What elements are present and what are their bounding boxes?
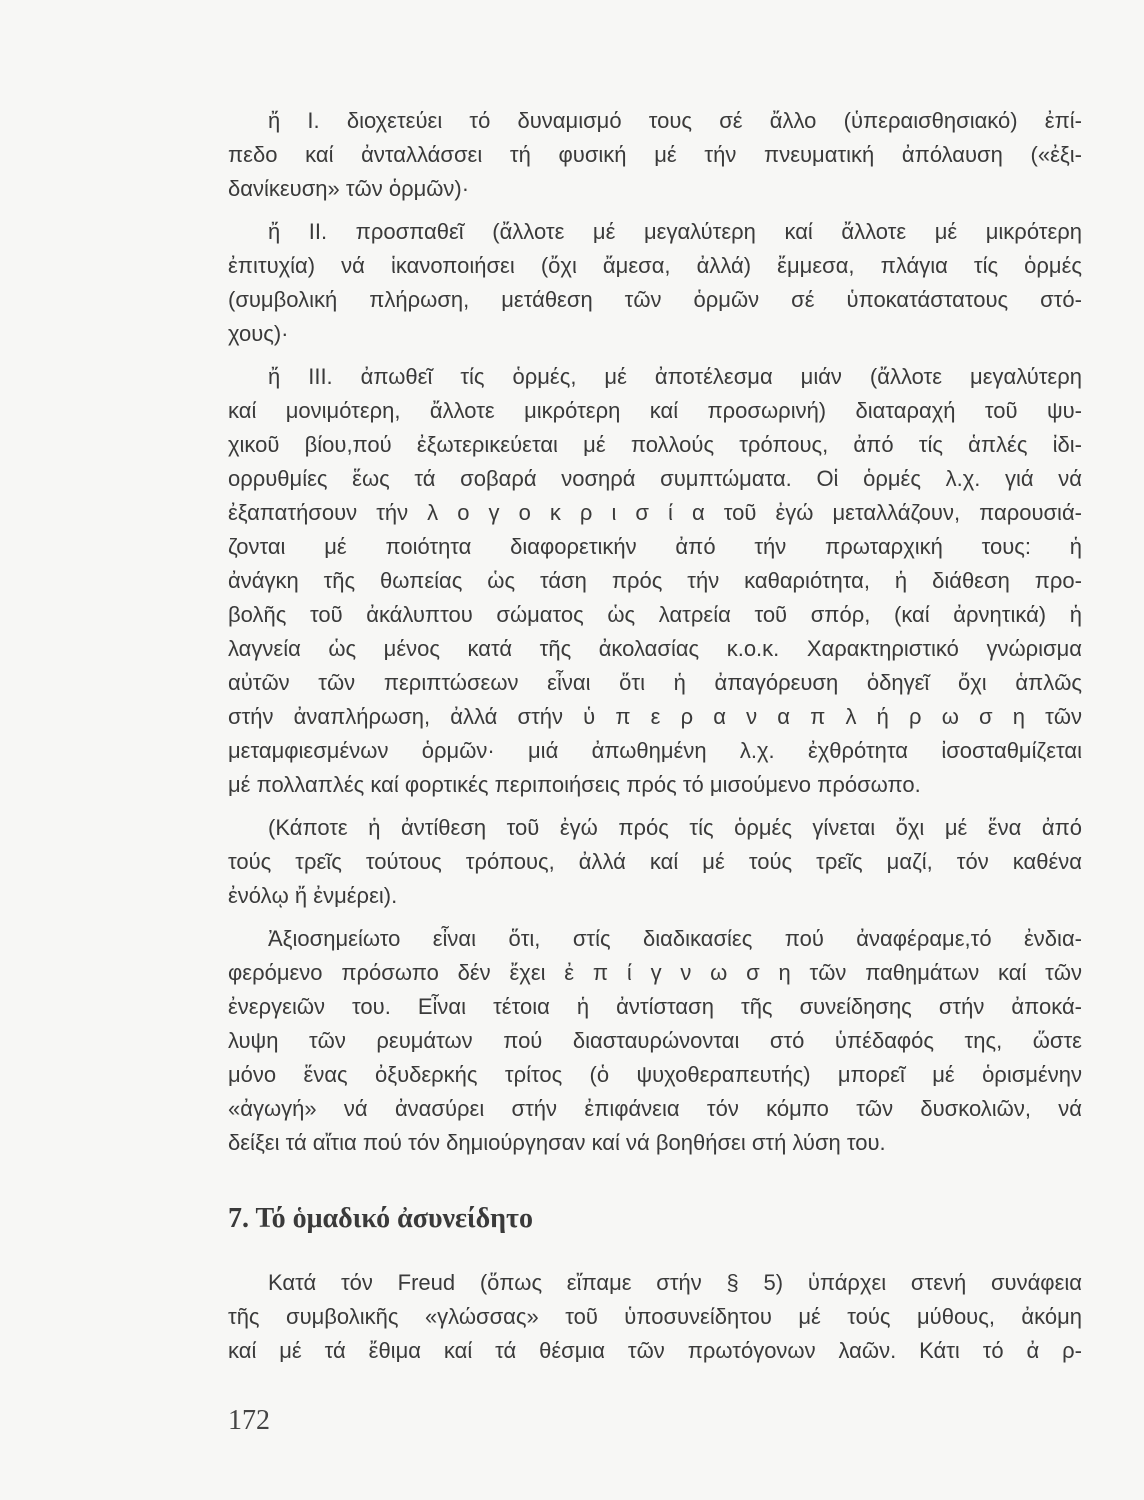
text-line: ζονται μέ ποιότητα διαφορετικήν ἀπό τήν πρωταρχική τους: ἡ (228, 534, 1082, 559)
text-line: ἤ ΙΙ. προσπαθεῖ (ἄλλοτε μέ μεγαλύτερη καί ἄλλοτε μέ μικρότερη (268, 219, 1082, 244)
section-heading: 7. Τό ὁμαδικό ἀσυνείδητο (228, 1203, 533, 1234)
body-text (228, 104, 1082, 1160)
text-line: δανίκευση» τῶν ὁρμῶν)· (228, 176, 470, 201)
text-line: στήν ἀναπλήρωση, ἀλλά στήν ὑ π ε ρ α ν α π λ ή ρ ω σ η τῶν (228, 704, 1082, 729)
text-line: ἐνεργειῶν του. Εἶναι τέτοια ἡ ἀντίσταση τῆς συνείδησης στήν ἀποκά- (228, 994, 1082, 1019)
text-line: τῆς συμβολικῆς «γλώσσας» τοῦ ὑποσυνείδητου μέ τούς μύθους, ἀκόμη (228, 1304, 1082, 1329)
text-line: ἐξαπατήσουν τήν λ ο γ ο κ ρ ι σ ί α τοῦ ἐγώ μεταλλάζουν, παρουσιά- (228, 500, 1082, 525)
paragraph (228, 104, 1082, 206)
text-line: καί μέ τά ἔθιμα καί τά θέσμια τῶν πρωτόγονων λαῶν. Κάτι τό ἀ ρ- (228, 1338, 1082, 1363)
paragraph (228, 215, 1082, 351)
text-line: Κατά τόν Freud (ὅπως εἴπαμε στήν § 5) ὑπάρχει στενή συνάφεια (268, 1270, 1082, 1295)
text-line: Ἀξιοσημείωτο εἶναι ὅτι, στίς διαδικασίες πού ἀναφέραμε,τό ἐνδια- (268, 926, 1082, 951)
text-line: πεδο καί ἀνταλλάσσει τή φυσική μέ τήν πνευματική ἀπόλαυση («ἐξι- (228, 142, 1082, 167)
text-line: (Κάποτε ἡ ἀντίθεση τοῦ ἐγώ πρός τίς ὁρμές γίνεται ὄχι μέ ἕνα ἀπό (268, 815, 1082, 840)
text-line: ἤ ΙΙΙ. ἀπωθεῖ τίς ὁρμές, μέ ἀποτέλεσμα μιάν (ἄλλοτε μεγαλύτερη (268, 364, 1082, 389)
text-line: καί μονιμότερη, ἄλλοτε μικρότερη καί προσωρινή) διαταραχή τοῦ ψυ- (228, 398, 1082, 423)
text-line: λαγνεία ὡς μένος κατά τῆς ἀκολασίας κ.ο.κ. Χαρακτηριστικό γνώρισμα (228, 636, 1082, 661)
page-number: 172 (228, 1405, 270, 1436)
text-line: δείξει τά αἴτια πού τόν δημιούργησαν καί νά βοηθήσει στή λύση του. (228, 1130, 886, 1155)
text-line: ἐπιτυχία) νά ἱκανοποιήσει (ὄχι ἄμεσα, ἀλλά) ἔμμεσα, πλάγια τίς ὁρμές (228, 253, 1082, 278)
text-line: ορρυθμίες ἕως τά σοβαρά νοσηρά συμπτώματα. Οἱ ὁρμές λ.χ. γιά νά (228, 466, 1082, 491)
text-line: μόνο ἕνας ὀξυδερκής τρίτος (ὁ ψυχοθεραπευτής) μπορεῖ μέ ὁρισμένην (228, 1062, 1082, 1087)
text-line: ἤ Ι. διοχετεύει τό δυναμισμό τους σέ ἄλλο (ὑπεραισθησιακό) ἐπί- (268, 108, 1082, 133)
paragraph (228, 922, 1082, 1160)
text-line: αὐτῶν τῶν περιπτώσεων εἶναι ὅτι ἡ ἀπαγόρευση ὁδηγεῖ ὄχι ἁπλῶς (228, 670, 1082, 695)
text-line: λυψη τῶν ρευμάτων πού διασταυρώνονται στό ὑπέδαφός της, ὥστε (228, 1028, 1082, 1053)
section-body-text (228, 1266, 1082, 1368)
paragraph (228, 360, 1082, 802)
paragraph (228, 1266, 1082, 1368)
paragraph (228, 811, 1082, 913)
text-line: μεταμφιεσμένων ὁρμῶν· μιά ἀπωθημένη λ.χ. ἐχθρότητα ἰσοσταθμίζεται (228, 738, 1082, 763)
text-line: βολῆς τοῦ ἀκάλυπτου σώματος ὡς λατρεία τοῦ σπόρ, (καί ἀρνητικά) ἡ (228, 602, 1082, 627)
text-line: «ἀγωγή» νά ἀνασύρει στήν ἐπιφάνεια τόν κόμπο τῶν δυσκολιῶν, νά (228, 1096, 1082, 1121)
text-line: χικοῦ βίου,πού ἐξωτερικεύεται μέ πολλούς τρόπους, ἀπό τίς ἁπλές ἰδι- (228, 432, 1082, 457)
text-line: ἐνόλῳ ἤ ἐνμέρει). (228, 883, 398, 908)
text-line: ἀνάγκη τῆς θωπείας ὡς τάση πρός τήν καθαριότητα, ἡ διάθεση προ- (228, 568, 1082, 593)
text-line: χους)· (228, 321, 289, 346)
text-line: τούς τρεῖς τούτους τρόπους, ἀλλά καί μέ τούς τρεῖς μαζί, τόν καθένα (228, 849, 1082, 874)
text-line: (συμβολική πλήρωση, μετάθεση τῶν ὁρμῶν σέ ὑποκατάστατους στό- (228, 287, 1082, 312)
text-line: φερόμενο πρόσωπο δέν ἔχει ἐ π ί γ ν ω σ η τῶν παθημάτων καί τῶν (228, 960, 1082, 985)
text-line: μέ πολλαπλές καί φορτικές περιποιήσεις πρός τό μισούμενο πρόσωπο. (228, 772, 921, 797)
